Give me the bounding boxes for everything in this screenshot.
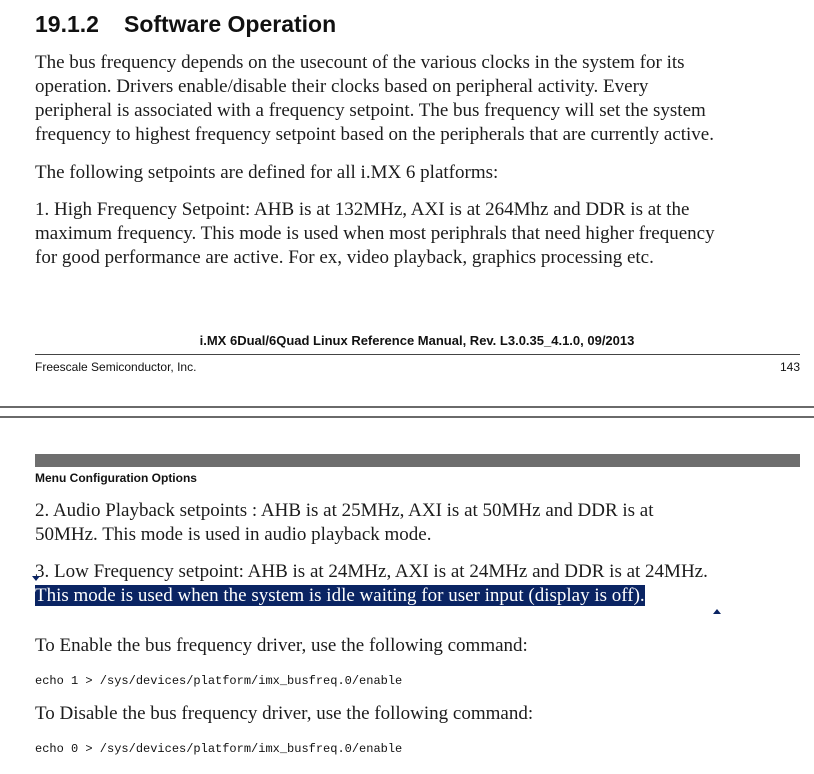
text-line[interactable]: 3. Low Frequency setpoint: AHB is at 24MHz, AXI is at 24MHz and DDR is at 24MHz.: [35, 561, 708, 582]
running-header: Menu Configuration Options: [35, 471, 197, 485]
page-footer-title: i.MX 6Dual/6Quad Linux Reference Manual, Rev. L3.0.35_4.1.0, 09/2013: [199, 333, 635, 348]
section-header-bar: [35, 454, 800, 467]
selection-end-handle[interactable]: [713, 609, 721, 614]
text-line-selected[interactable]: [35, 584, 810, 608]
text-selection[interactable]: This mode is used when the system is idle waiting for user input (display is off).: [35, 585, 645, 606]
section-title: Software Operation: [124, 11, 337, 37]
footer-page-number: 143: [779, 360, 800, 374]
text-line[interactable]: To Enable the bus frequency driver, use the following command:: [35, 635, 528, 656]
text-line[interactable]: for good performance are active. For ex, video playback, graphics processing etc.: [35, 247, 654, 268]
text-line[interactable]: 2. Audio Playback setpoints : AHB is at 25MHz, AXI is at 50MHz and DDR is at: [35, 500, 654, 521]
text-line[interactable]: The following setpoints are defined for all i.MX 6 platforms:: [35, 162, 499, 183]
footer-divider: [35, 354, 800, 355]
section-heading: [35, 9, 336, 39]
disable-command[interactable]: echo 0 > /sys/devices/platform/imx_busfreq.0/enable: [35, 742, 403, 756]
paragraph-disable[interactable]: [35, 702, 810, 726]
paragraph-high-frequency[interactable]: [35, 198, 810, 270]
footer-publisher: Freescale Semiconductor, Inc.: [35, 360, 197, 374]
text-line[interactable]: The bus frequency depends on the usecount of the various clocks in the system for its: [35, 52, 685, 73]
paragraph-audio-playback[interactable]: [35, 499, 810, 547]
manual-page-144: [0, 418, 814, 774]
text-line[interactable]: 50MHz. This mode is used in audio playback mode.: [35, 524, 432, 545]
paragraph-setpoints-intro[interactable]: [35, 161, 810, 185]
paragraph-low-frequency[interactable]: [35, 560, 810, 608]
text-line[interactable]: peripheral is associated with a frequency setpoint. The bus frequency will set the system: [35, 100, 706, 121]
enable-command[interactable]: echo 1 > /sys/devices/platform/imx_busfreq.0/enable: [35, 674, 403, 688]
paragraph-bus-frequency[interactable]: [35, 51, 810, 147]
selection-start-handle[interactable]: [32, 576, 40, 581]
text-line[interactable]: frequency to highest frequency setpoint based on the peripherals that are currently active.: [35, 124, 714, 145]
text-line[interactable]: operation. Drivers enable/disable their clocks based on peripheral activity. Every: [35, 76, 649, 97]
text-line[interactable]: To Disable the bus frequency driver, use the following command:: [35, 703, 534, 724]
text-line[interactable]: 1. High Frequency Setpoint: AHB is at 132MHz, AXI is at 264Mhz and DDR is at the: [35, 199, 690, 220]
section-number: 19.1.2: [35, 11, 99, 37]
text-line[interactable]: maximum frequency. This mode is used when most periphrals that need higher frequency: [35, 223, 715, 244]
paragraph-enable[interactable]: [35, 634, 810, 658]
page-separator: [0, 406, 814, 418]
